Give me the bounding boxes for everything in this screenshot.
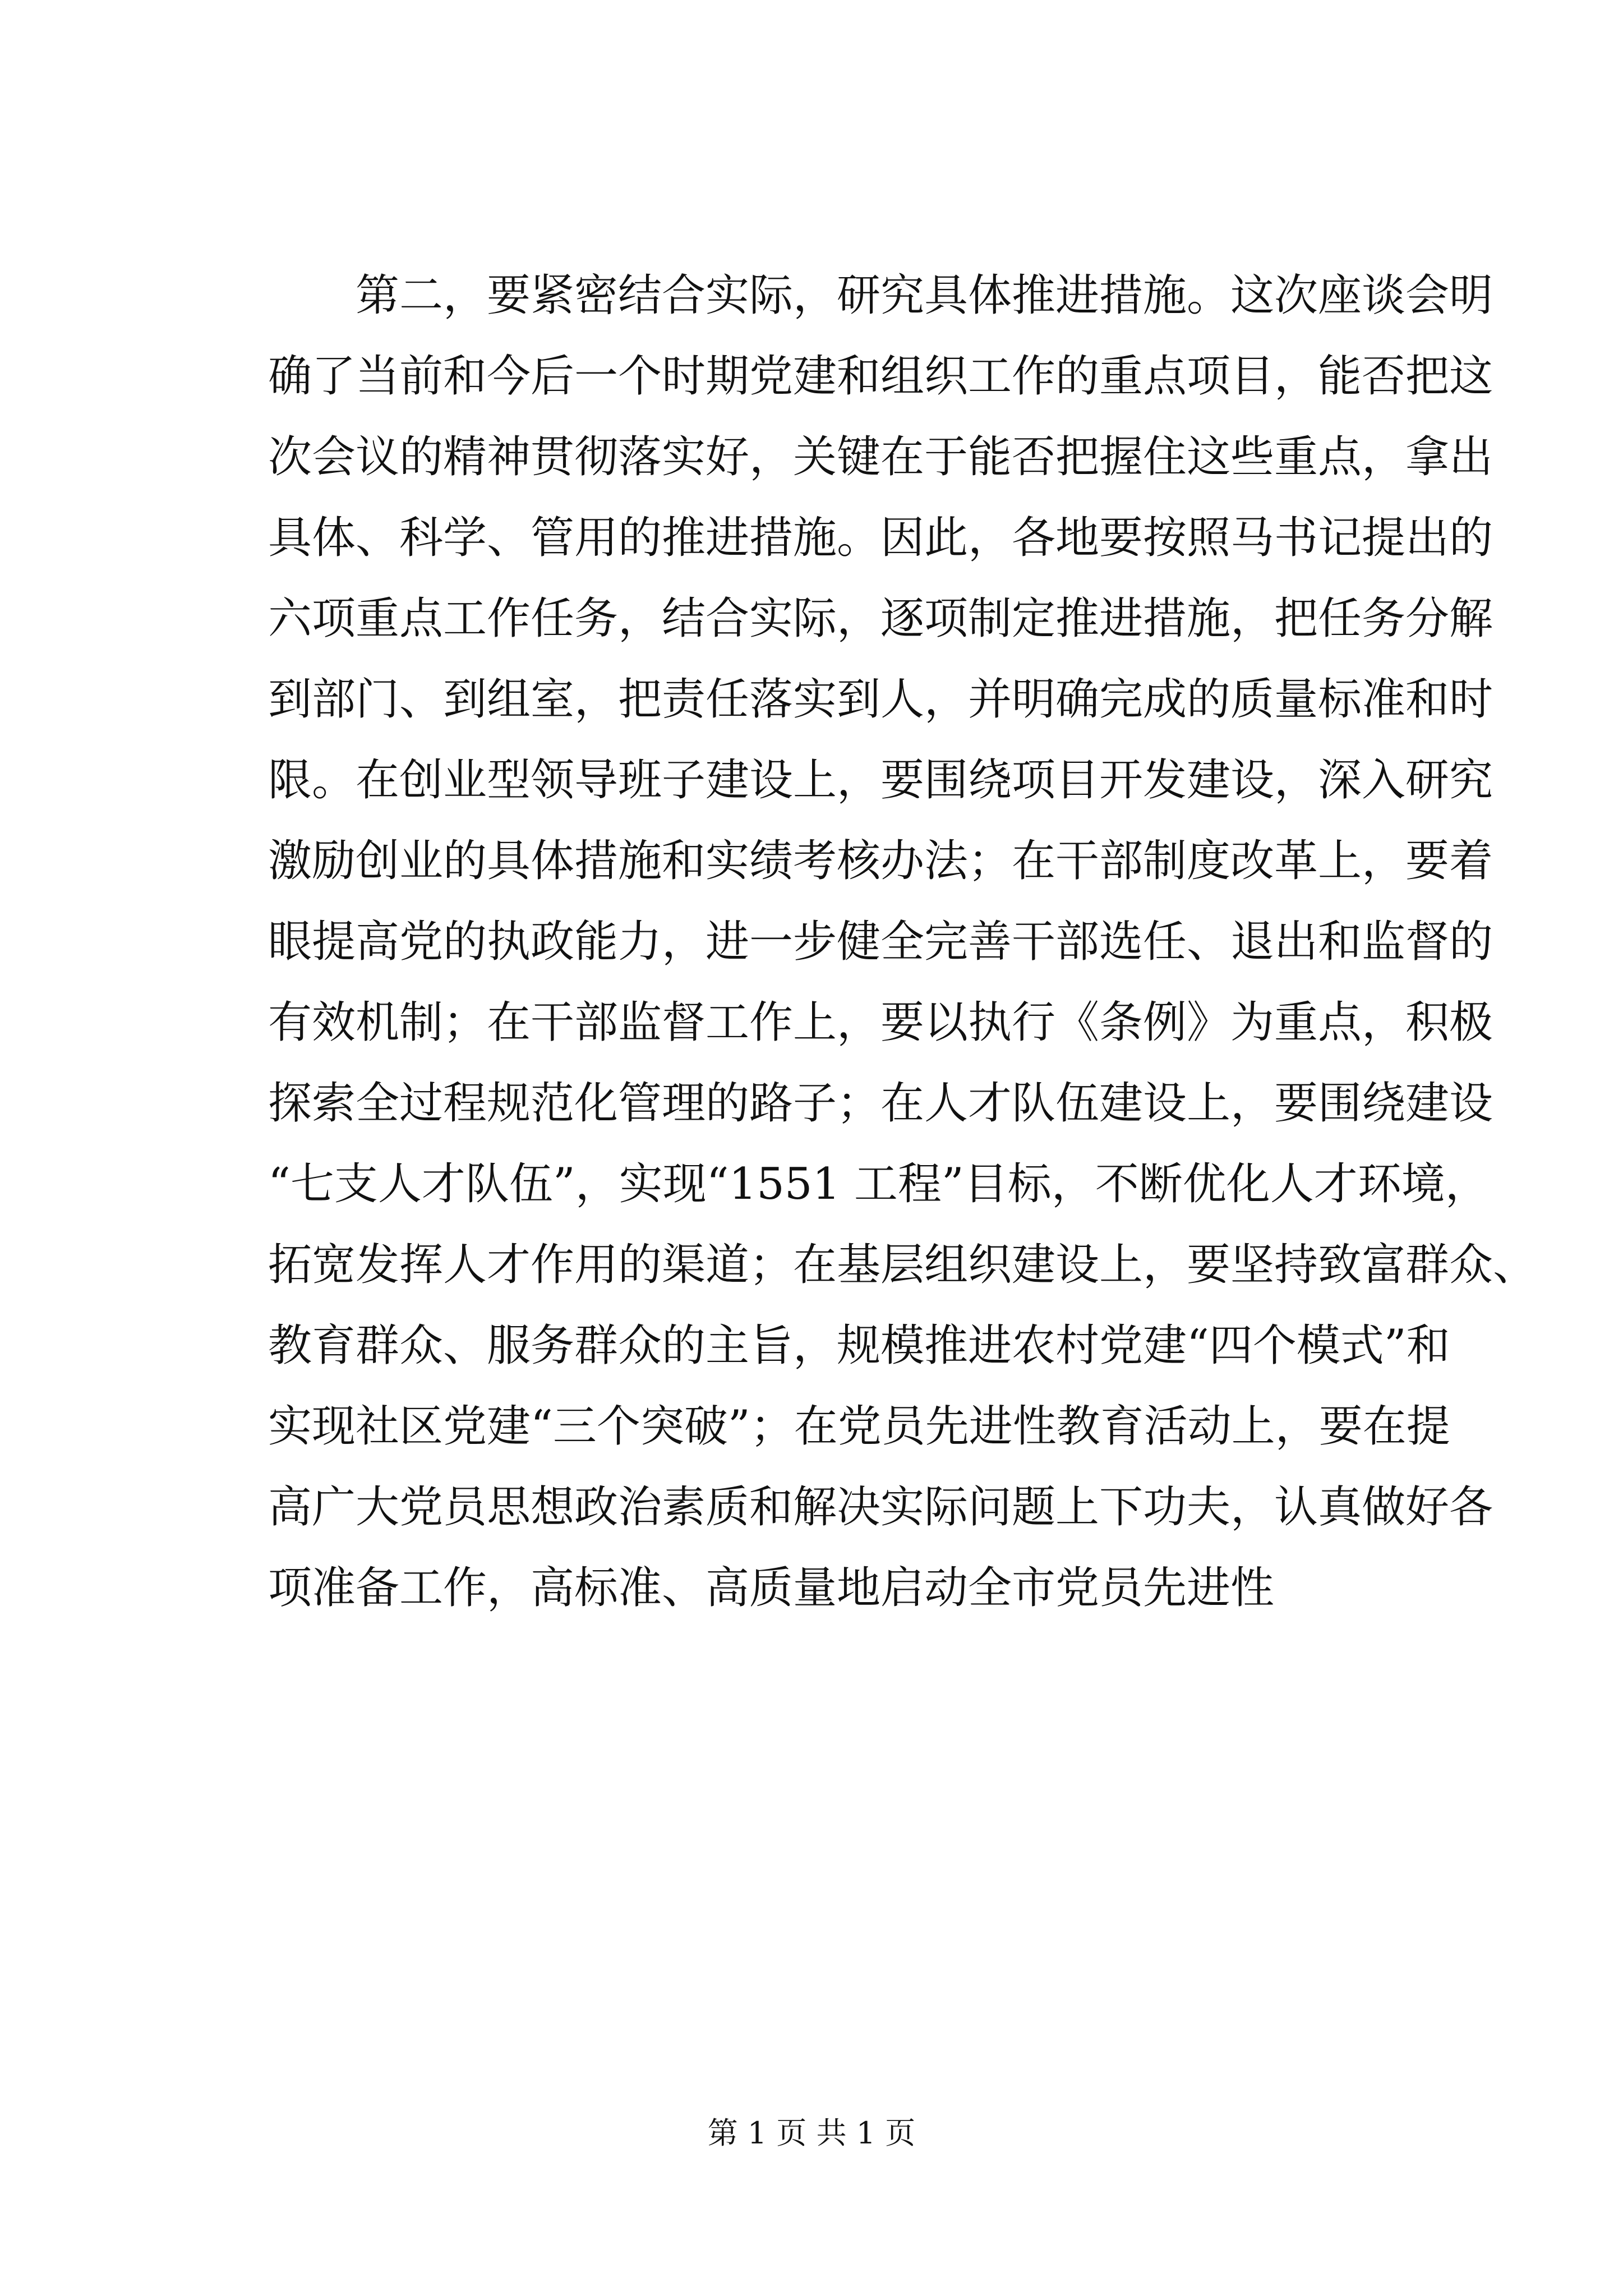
paragraph-line: 次会议的精神贯彻落实好，关键在于能否把握住这些重点，拿出	[268, 432, 1493, 482]
paragraph-line: 拓宽发挥人才作用的渠道；在基层组织建设上，要坚持致富群众、	[268, 1240, 1537, 1290]
paragraph-line: “七支人才队伍”，实现“1551 工程”目标，不断优化人才环境，	[268, 1159, 1489, 1209]
paragraph-line: 具体、科学、管用的推进措施。因此，各地要按照马书记提出的	[268, 513, 1493, 563]
paragraph-line: 眼提高党的执政能力，进一步健全完善干部选任、退出和监督的	[268, 917, 1493, 967]
paragraph-line: 项准备工作，高标准、高质量地启动全市党员先进性	[268, 1563, 1275, 1613]
paragraph-line: 激励创业的具体措施和实绩考核办法；在干部制度改革上，要着	[268, 836, 1493, 886]
paragraph-line: 实现社区党建“三个突破”；在党员先进性教育活动上，要在提	[268, 1401, 1450, 1452]
paragraph-line: 有效机制；在干部监督工作上，要以执行《条例》为重点，积极	[268, 997, 1493, 1048]
paragraph-line: 教育群众、服务群众的主旨，规模推进农村党建“四个模式”和	[268, 1320, 1450, 1371]
paragraph-line: 限。在创业型领导班子建设上，要围绕项目开发建设，深入研究	[268, 755, 1493, 806]
body-paragraph	[268, 255, 1537, 1628]
page-number: 第 1 页 共 1 页	[707, 2115, 916, 2151]
paragraph-line: 到部门、到组室，把责任落实到人，并明确完成的质量标准和时	[268, 674, 1493, 725]
paragraph-line: 探索全过程规范化管理的路子；在人才队伍建设上，要围绕建设	[268, 1078, 1493, 1129]
paragraph-line: 高广大党员思想政治素质和解决实际问题上下功夫，认真做好各	[268, 1482, 1493, 1533]
paragraph-line: 六项重点工作任务，结合实际，逐项制定推进措施，把任务分解	[268, 593, 1493, 644]
paragraph-line: 确了当前和今后一个时期党建和组织工作的重点项目，能否把这	[268, 351, 1493, 402]
page-footer	[0, 2114, 1623, 2153]
paragraph-line: 第二，要紧密结合实际，研究具体推进措施。这次座谈会明	[356, 270, 1493, 321]
